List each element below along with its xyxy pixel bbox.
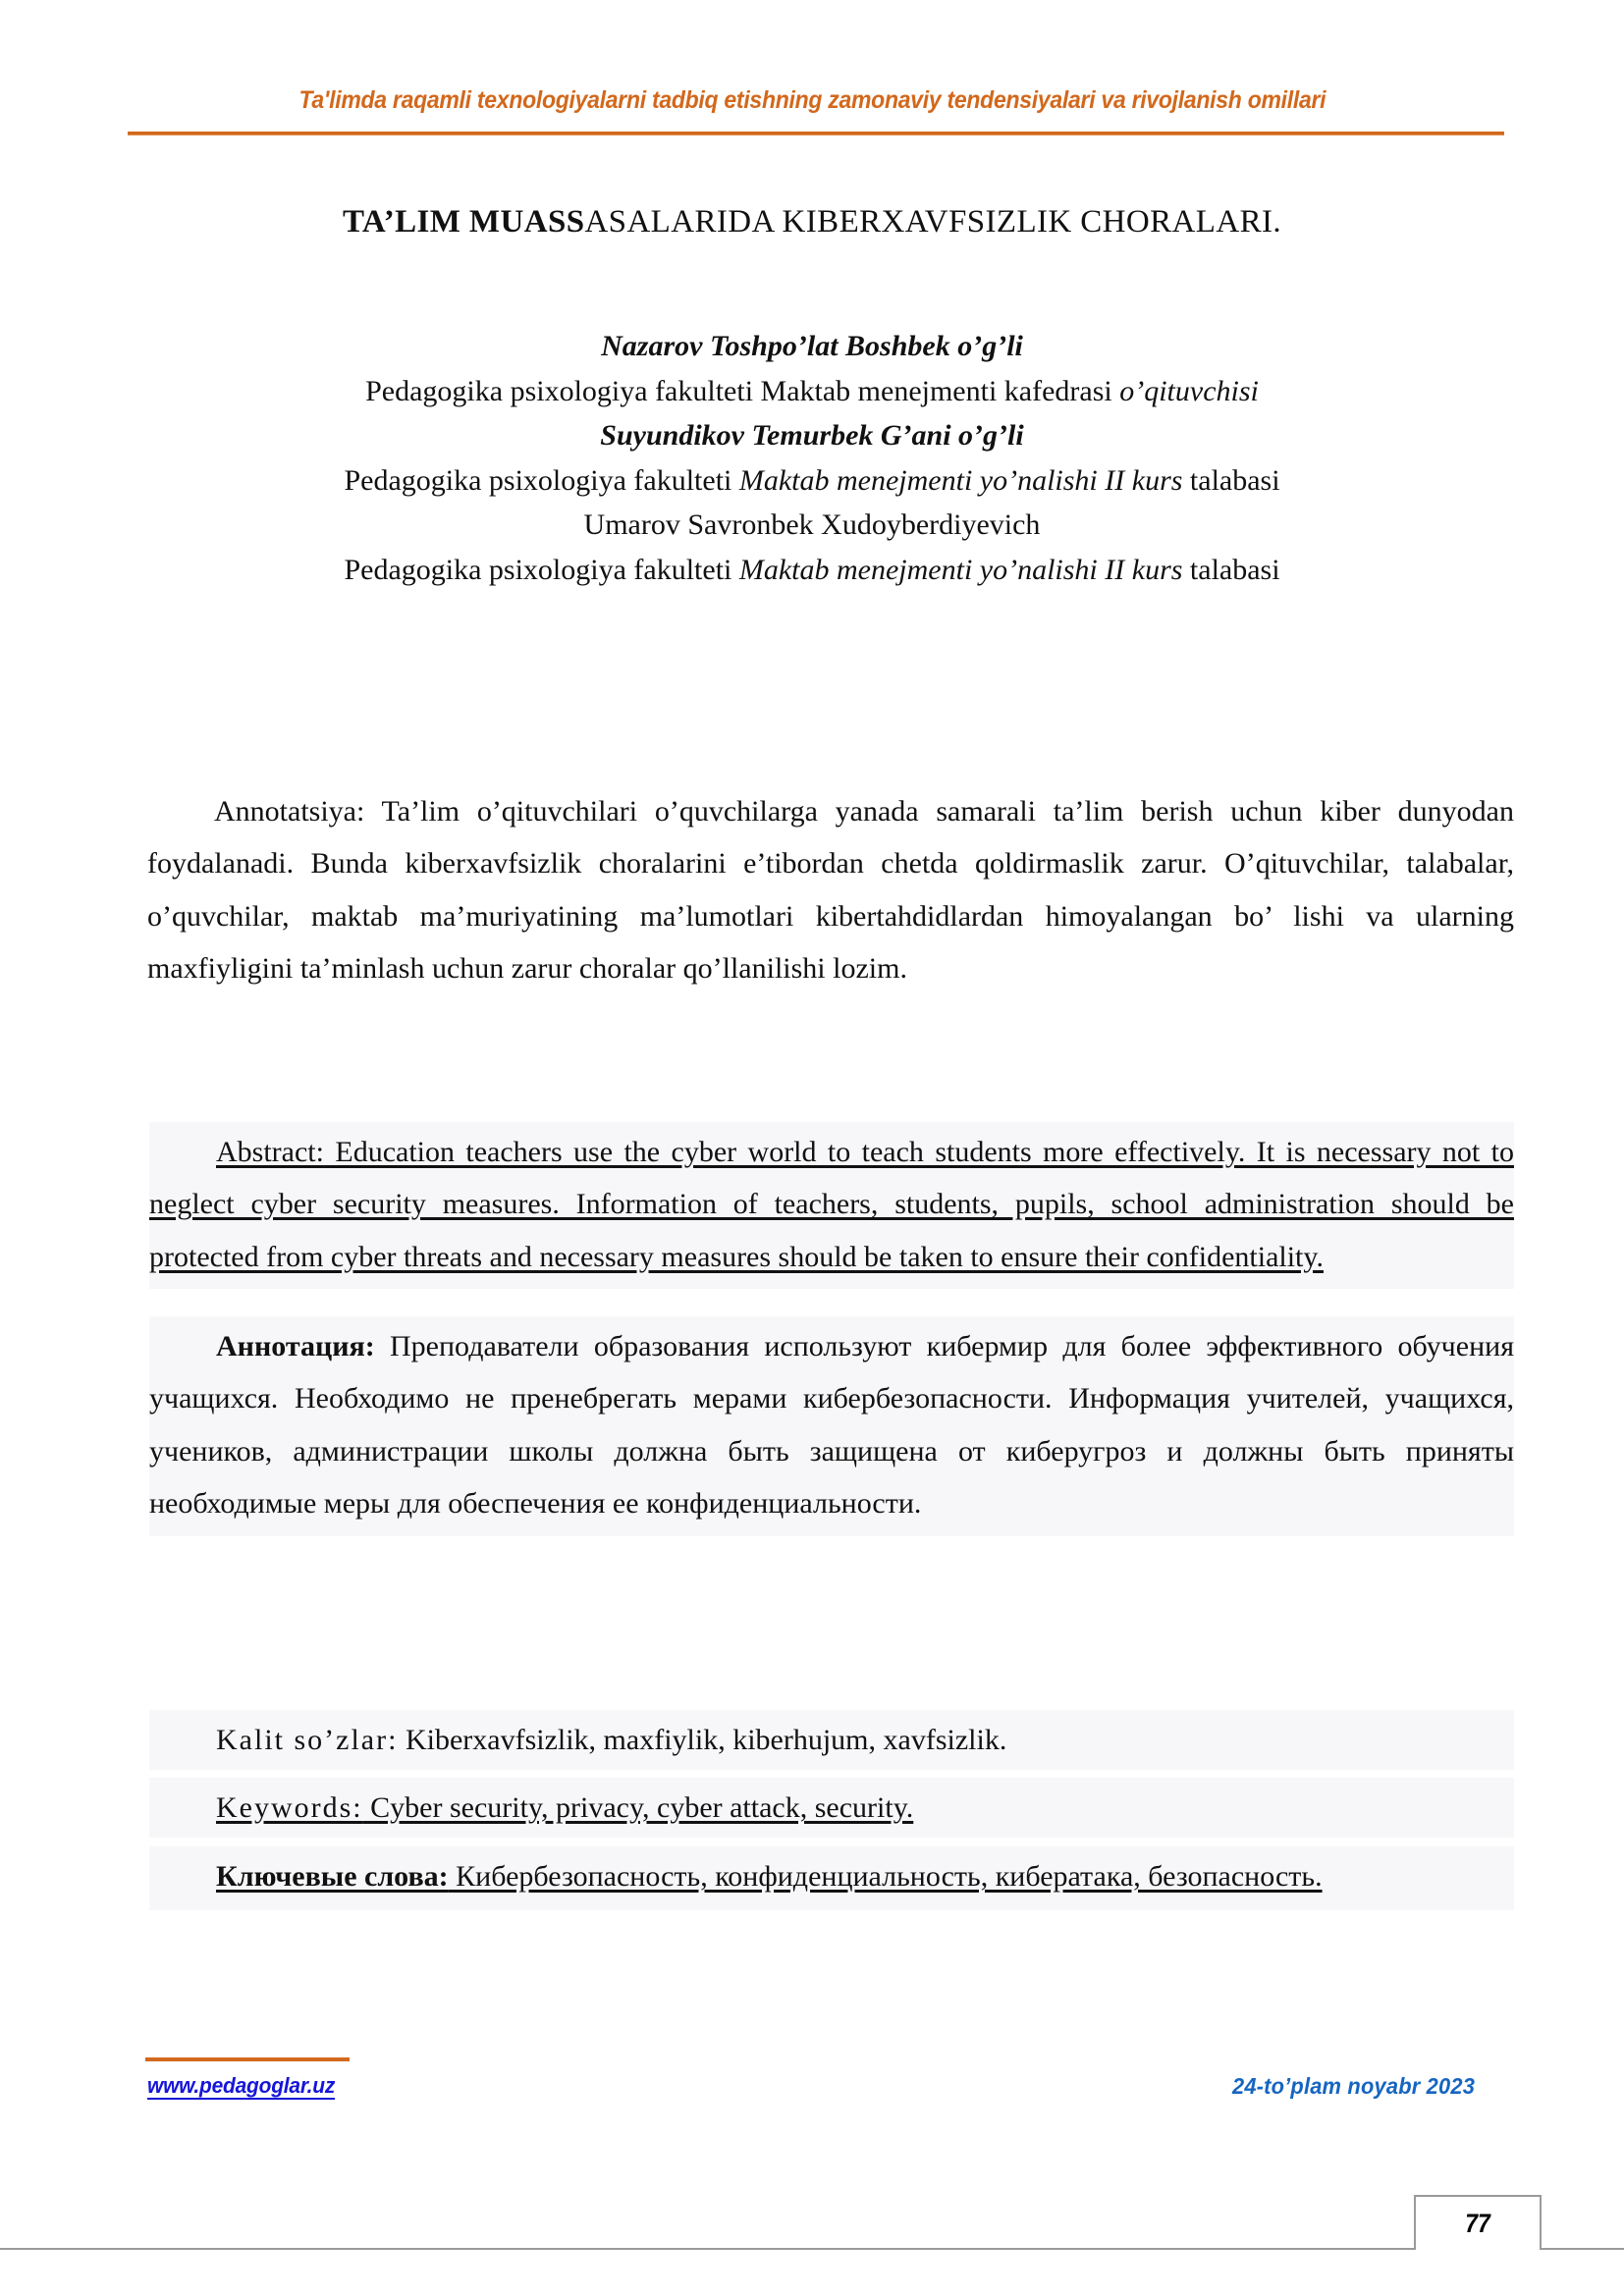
keywords-english-block (149, 1778, 1514, 1838)
footer-accent-rule (145, 2057, 350, 2061)
abstract-english-block (149, 1122, 1514, 1289)
abstract-russian-text: Преподаватели образования используют кибермир для более эффективного обучения учащихся. Необходимо не пренебрегать мерами кибербезопасности. Информация учителей, учащихся, учеников, администрации школы должна быть защищена от киберугроз и должны быть приняты необходимые меры для обеспечения ее конфиденциальности. (149, 1330, 1514, 1521)
keywords-uzbek-label: Kalit so’zlar: (216, 1724, 399, 1756)
page-number-box (1414, 2195, 1542, 2250)
running-header-title: Ta'limda raqamli texnologiyalarni tadbiq etishning zamonaviy tendensiyalari va rivojlanish omillari (298, 86, 1326, 114)
abstract-russian-label: Аннотация: (216, 1330, 375, 1362)
abstract-english (149, 1126, 1514, 1283)
abstract-uzbek (147, 785, 1514, 995)
running-header (0, 86, 1624, 115)
author-name-text: Nazarov Toshpo’lat Boshbek o’g’li (601, 330, 1023, 362)
keywords-russian-text: Кибербезопасность, конфиденциальность, кибератака, безопасность. (448, 1860, 1323, 1893)
keywords-english (149, 1782, 1514, 1834)
page-title-rest-part: ASALARIDA KIBERXAVFSIZLIK CHORALARI. (584, 204, 1282, 240)
abstract-english-label: Abstract: (216, 1136, 324, 1168)
page-title-bold-part: TA’LIM MUASS (342, 204, 585, 240)
abstract-russian-block (149, 1316, 1514, 1536)
page-title (147, 204, 1477, 240)
footer-site-link[interactable]: www.pedagoglar.uz (147, 2073, 336, 2098)
affiliation-italic: Maktab menejmenti yo’nalishi II kurs (738, 553, 1183, 586)
author-name-text: Umarov Savronbek Xudoyberdiyevich (583, 508, 1041, 542)
author-name-text: Suyundikov Temurbek G’ani o’g’li (600, 419, 1024, 453)
author-name-2 (147, 413, 1477, 458)
footer-bottom-rule-left (0, 2248, 1414, 2250)
affiliation-italic: o’qituvchisi (1119, 374, 1259, 407)
abstract-uzbek-text: Ta’lim o’qituvchilari o’quvchilarga yanada samarali ta’lim berish uchun kiber dunyodan foydalanadi. Bunda kiberxavfsizlik choralarini e’tibordan chetda qoldirmaslik zarur. O’qituvchilar, talabalar, o’quvchilar, maktab ma’muriyatining ma’lumotlari kibertahdidlardan himoyalangan bo’ lishi va ularning maxfiyligini ta’minlash uchun zarur choralar qo’llanilishi lozim. (147, 795, 1514, 986)
keywords-uzbek-text: Kiberxavfsizlik, maxfiylik, kiberhujum, xavfsizlik. (398, 1724, 1007, 1756)
affiliation-plain: Pedagogika psixologiya fakulteti Maktab menejmenti kafedrasi (365, 374, 1120, 407)
author-affiliation-3 (147, 548, 1477, 593)
keywords-russian-label: Ключевые слова: (216, 1860, 449, 1893)
affiliation-plain: Pedagogika psixologiya fakulteti (344, 553, 739, 586)
abstract-english-text: Education teachers use the cyber world to teach students more effectively. It is necessary not to neglect cyber security measures. Information of teachers, students, pupils, school administration should be protected from cyber threats and necessary measures should be taken to ensure their confidentiality. (149, 1136, 1514, 1273)
keywords-english-label: Keywords: (216, 1791, 363, 1824)
keywords-english-text: Cyber security, privacy, cyber attack, security. (362, 1791, 914, 1824)
abstract-russian (149, 1320, 1514, 1530)
abstract-uzbek-label: Annotatsiya: (214, 795, 365, 828)
keywords-uzbek-block (149, 1710, 1514, 1770)
header-divider-rule (128, 132, 1504, 134)
author-block (147, 324, 1477, 593)
author-name-3 (147, 503, 1477, 548)
affiliation-tail: talabasi (1182, 553, 1280, 586)
keywords-russian-block (149, 1846, 1514, 1910)
affiliation-tail: talabasi (1182, 463, 1280, 497)
author-affiliation-1 (147, 369, 1477, 414)
keywords-russian (149, 1850, 1514, 1902)
footer-issue-label: 24-to’plam noyabr 2023 (1231, 2073, 1475, 2099)
author-affiliation-2 (147, 458, 1477, 504)
footer-bottom-rule-right (1542, 2248, 1624, 2250)
author-name-1 (147, 324, 1477, 369)
keywords-uzbek (149, 1714, 1514, 1766)
affiliation-plain: Pedagogika psixologiya fakulteti (344, 463, 739, 497)
page-number: 77 (1465, 2208, 1490, 2238)
affiliation-italic: Maktab menejmenti yo’nalishi II kurs (738, 463, 1183, 497)
